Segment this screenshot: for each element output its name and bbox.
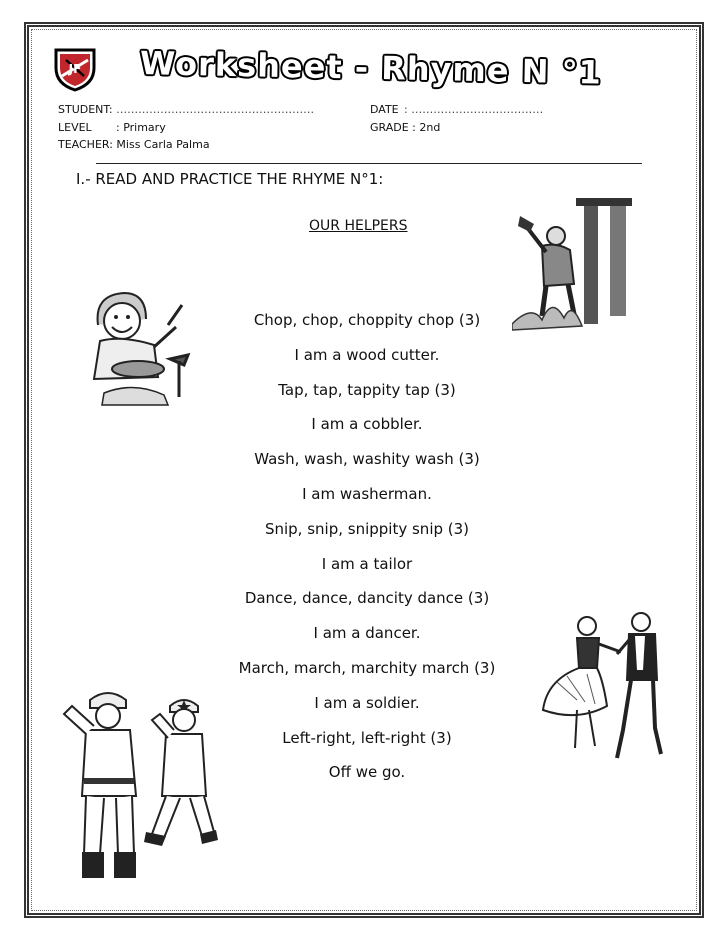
grade-label: GRADE — [370, 121, 409, 134]
poem-line: March, march, marchity march (3) — [238, 658, 496, 677]
teacher-value: Miss Carla Palma — [116, 138, 210, 151]
woodcutter-illustration — [512, 196, 636, 334]
date-label: DATE — [370, 103, 399, 116]
poem-line: I am a cobbler. — [311, 415, 423, 434]
poem — [222, 310, 512, 797]
dancers-illustration — [537, 610, 671, 762]
student-value: ……………………………………………… — [116, 103, 315, 116]
poem-line: Snip, snip, snippity snip (3) — [264, 519, 470, 538]
date-value: : ……………………………… — [404, 103, 544, 116]
level-value: : Primary — [116, 121, 166, 134]
svg-text:JF: JF — [68, 62, 82, 76]
teacher-label: TEACHER: — [58, 138, 113, 151]
poem-line: Wash, wash, washity wash (3) — [254, 450, 480, 469]
header-divider — [96, 163, 642, 164]
student-row — [58, 101, 314, 118]
section-heading: I.- READ AND PRACTICE THE RHYME N°1: — [76, 170, 384, 188]
cobbler-illustration — [84, 285, 196, 409]
poem-title: OUR HELPERS — [309, 218, 408, 234]
poem-line: Left-right, left-right (3) — [282, 728, 452, 747]
page-title: Worksheet - Rhyme N °1 — [139, 44, 603, 92]
poem-line: Dance, dance, dancity dance (3) — [244, 589, 490, 608]
poem-line: Chop, chop, choppity chop (3) — [253, 311, 481, 329]
poem-line: Tap, tap, tappity tap (3) — [278, 380, 456, 399]
poem-line: I am a soldier. — [314, 693, 420, 712]
grade-row — [370, 119, 440, 136]
teacher-row — [58, 136, 210, 153]
poem-line: Off we go. — [328, 763, 406, 782]
level-row — [58, 119, 166, 136]
poem-line: I am washerman. — [302, 484, 432, 503]
grade-value: : 2nd — [412, 121, 441, 134]
school-crest-icon — [52, 46, 98, 92]
poem-line: I am a wood cutter. — [294, 345, 440, 364]
level-label: LEVEL — [58, 121, 92, 134]
date-row — [370, 101, 543, 118]
student-label: STUDENT: — [58, 103, 113, 116]
poem-line: I am a tailor — [321, 554, 413, 573]
poem-line: I am a dancer. — [313, 624, 421, 643]
soldiers-illustration — [56, 686, 220, 892]
